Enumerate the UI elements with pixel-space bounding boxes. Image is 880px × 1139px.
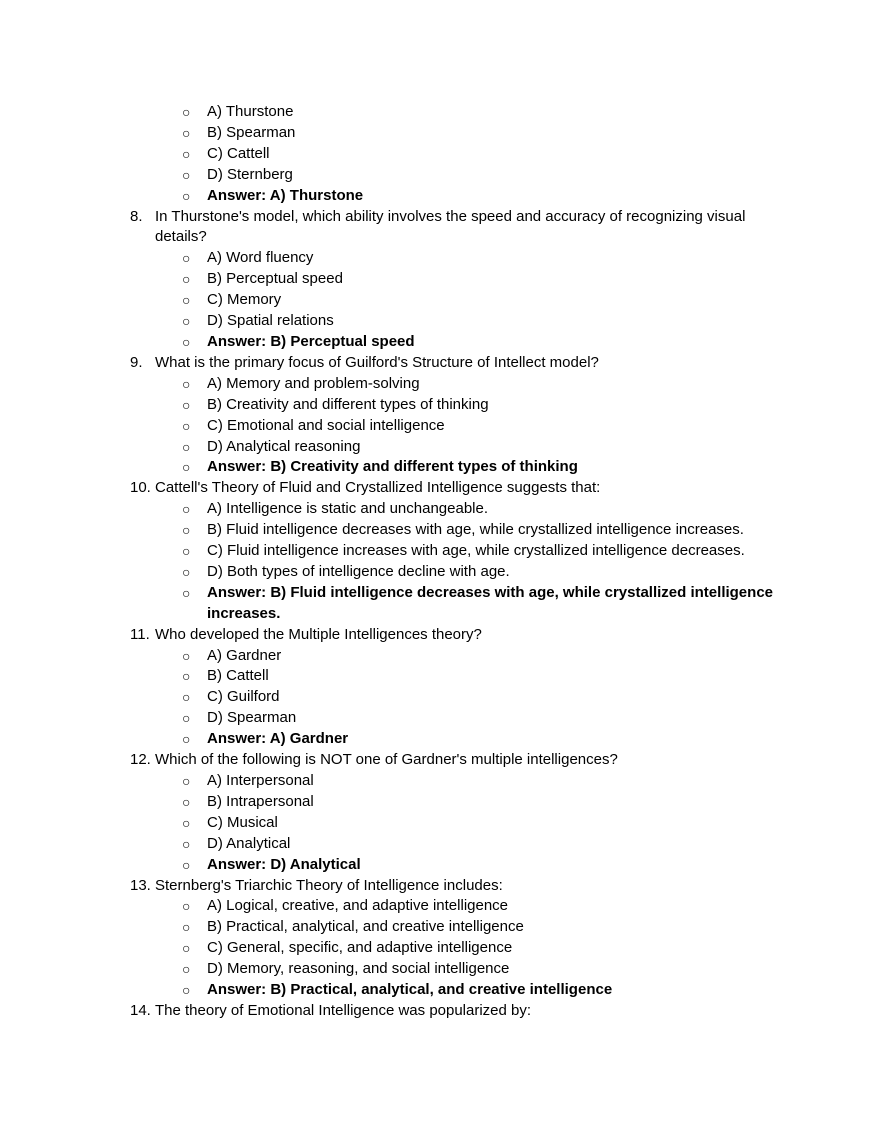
circle-bullet-icon: ○ xyxy=(182,814,191,831)
option-item xyxy=(0,437,787,458)
option-text: C) Memory xyxy=(207,291,282,309)
circle-bullet-icon: ○ xyxy=(182,375,191,392)
question-number: 9. xyxy=(130,353,143,371)
option-item xyxy=(0,395,787,416)
question-item xyxy=(0,1001,755,1022)
circle-bullet-icon: ○ xyxy=(182,710,191,727)
option-text: A) Thurstone xyxy=(207,103,294,120)
circle-bullet-icon: ○ xyxy=(182,438,191,455)
question-number: 11. xyxy=(130,625,150,643)
question-number: 13. xyxy=(130,876,151,894)
option-text: D) Memory, reasoning, and social intelligence xyxy=(207,960,510,978)
answer-item xyxy=(0,332,787,353)
circle-bullet-icon: ○ xyxy=(182,104,191,120)
option-item xyxy=(0,562,787,583)
option-item xyxy=(0,646,787,667)
circle-bullet-icon: ○ xyxy=(182,773,191,789)
option-item xyxy=(0,499,787,520)
answer-item xyxy=(0,729,787,750)
question-item xyxy=(0,625,755,646)
question-item xyxy=(0,876,755,897)
question-text: Sternberg's Triarchic Theory of Intelligence includes: xyxy=(155,876,503,894)
option-text: C) Musical xyxy=(207,813,278,831)
circle-bullet-icon: ○ xyxy=(182,856,191,873)
answer-text: Answer: B) Practical, analytical, and creative intelligence xyxy=(207,981,613,999)
option-text: A) Interpersonal xyxy=(207,772,314,789)
circle-bullet-icon: ○ xyxy=(182,187,191,204)
question-item xyxy=(0,478,755,499)
option-item xyxy=(0,541,787,562)
circle-bullet-icon: ○ xyxy=(182,731,191,748)
circle-bullet-icon: ○ xyxy=(182,124,191,141)
option-text: D) Analytical reasoning xyxy=(207,437,361,455)
answer-text: Answer: B) Fluid intelligence decreases with age, while crystallized intelligence increases. xyxy=(207,583,774,622)
question-number: 10. xyxy=(130,479,151,497)
option-item xyxy=(0,687,787,708)
option-item xyxy=(0,771,787,792)
option-text: D) Analytical xyxy=(207,834,291,852)
circle-bullet-icon: ○ xyxy=(182,563,191,580)
option-item xyxy=(0,666,787,687)
option-text: B) Cattell xyxy=(207,667,269,685)
circle-bullet-icon: ○ xyxy=(182,501,191,518)
circle-bullet-icon: ○ xyxy=(182,919,191,936)
option-text: B) Fluid intelligence decreases with age, while crystallized intelligence increases. xyxy=(207,521,744,539)
answer-item xyxy=(0,583,787,625)
option-text: A) Gardner xyxy=(207,646,282,664)
circle-bullet-icon: ○ xyxy=(182,396,191,413)
circle-bullet-icon: ○ xyxy=(182,835,191,852)
question-item xyxy=(0,353,755,374)
option-text: D) Spearman xyxy=(207,709,297,727)
option-item xyxy=(0,938,787,959)
option-text: D) Both types of intelligence decline with age. xyxy=(207,562,510,580)
option-text: B) Intrapersonal xyxy=(207,792,314,810)
option-text: C) Cattell xyxy=(207,144,270,162)
question-number: 14. xyxy=(130,1001,151,1019)
option-item xyxy=(0,813,787,834)
question-item xyxy=(0,207,755,249)
question-number: 8. xyxy=(130,207,143,225)
option-text: A) Intelligence is static and unchangeable. xyxy=(207,500,489,518)
question-text: Who developed the Multiple Intelligences theory? xyxy=(155,625,482,643)
circle-bullet-icon: ○ xyxy=(182,333,191,350)
circle-bullet-icon: ○ xyxy=(182,940,191,957)
option-item xyxy=(0,896,787,917)
option-item xyxy=(0,374,787,395)
option-item xyxy=(0,416,787,437)
answer-text: Answer: A) Gardner xyxy=(207,730,349,748)
option-item xyxy=(0,959,787,980)
option-item xyxy=(0,123,787,144)
option-item xyxy=(0,520,787,541)
question-text: What is the primary focus of Guilford's Structure of Intellect model? xyxy=(155,353,599,371)
option-text: C) Guilford xyxy=(207,688,280,706)
circle-bullet-icon: ○ xyxy=(182,982,191,999)
option-text: D) Sternberg xyxy=(207,165,293,183)
option-text: A) Word fluency xyxy=(207,249,314,267)
answer-item xyxy=(0,186,787,207)
question-text: In Thurstone's model, which ability involves the speed and accuracy of recognizing visual details? xyxy=(155,207,746,246)
circle-bullet-icon: ○ xyxy=(182,313,191,330)
answer-text: Answer: A) Thurstone xyxy=(207,186,364,204)
circle-bullet-icon: ○ xyxy=(182,271,191,288)
circle-bullet-icon: ○ xyxy=(182,647,191,664)
circle-bullet-icon: ○ xyxy=(182,166,191,183)
answer-text: Answer: B) Creativity and different types of thinking xyxy=(207,458,578,476)
circle-bullet-icon: ○ xyxy=(182,961,191,978)
option-text: A) Logical, creative, and adaptive intelligence xyxy=(207,897,509,915)
option-item xyxy=(0,144,787,165)
option-text: C) Emotional and social intelligence xyxy=(207,416,445,434)
question-text: Which of the following is NOT one of Gardner's multiple intelligences? xyxy=(155,751,618,769)
option-item xyxy=(0,792,787,813)
option-item xyxy=(0,165,787,186)
answer-text: Answer: B) Perceptual speed xyxy=(207,332,415,350)
option-text: B) Perceptual speed xyxy=(207,270,343,288)
circle-bullet-icon: ○ xyxy=(182,250,191,267)
option-item xyxy=(0,269,787,290)
option-item xyxy=(0,290,787,311)
option-item xyxy=(0,311,787,332)
document-page xyxy=(0,102,880,1022)
option-text: C) Fluid intelligence increases with age, while crystallized intelligence decreases. xyxy=(207,542,745,560)
option-text: B) Creativity and different types of thinking xyxy=(207,395,489,413)
circle-bullet-icon: ○ xyxy=(182,292,191,309)
circle-bullet-icon: ○ xyxy=(182,584,191,601)
answer-item xyxy=(0,980,787,1001)
answer-text: Answer: D) Analytical xyxy=(207,855,361,873)
circle-bullet-icon: ○ xyxy=(182,522,191,539)
question-text: Cattell's Theory of Fluid and Crystallized Intelligence suggests that: xyxy=(155,479,601,497)
circle-bullet-icon: ○ xyxy=(182,793,191,810)
option-text: D) Spatial relations xyxy=(207,312,334,330)
option-text: A) Memory and problem-solving xyxy=(207,374,420,392)
question-text: The theory of Emotional Intelligence was popularized by: xyxy=(155,1001,532,1019)
option-text: B) Practical, analytical, and creative intelligence xyxy=(207,918,524,936)
circle-bullet-icon: ○ xyxy=(182,898,191,915)
circle-bullet-icon: ○ xyxy=(182,543,191,560)
circle-bullet-icon: ○ xyxy=(182,145,191,162)
option-item xyxy=(0,708,787,729)
option-text: B) Spearman xyxy=(207,123,296,141)
circle-bullet-icon: ○ xyxy=(182,459,191,476)
circle-bullet-icon: ○ xyxy=(182,417,191,434)
option-item xyxy=(0,248,787,269)
option-item xyxy=(0,917,787,938)
option-item xyxy=(0,102,787,123)
circle-bullet-icon: ○ xyxy=(182,689,191,706)
option-item xyxy=(0,834,787,855)
circle-bullet-icon: ○ xyxy=(182,668,191,685)
answer-item xyxy=(0,457,787,478)
answer-item xyxy=(0,855,787,876)
question-number: 12. xyxy=(130,751,151,769)
option-text: C) General, specific, and adaptive intelligence xyxy=(207,939,513,957)
question-item xyxy=(0,750,755,771)
